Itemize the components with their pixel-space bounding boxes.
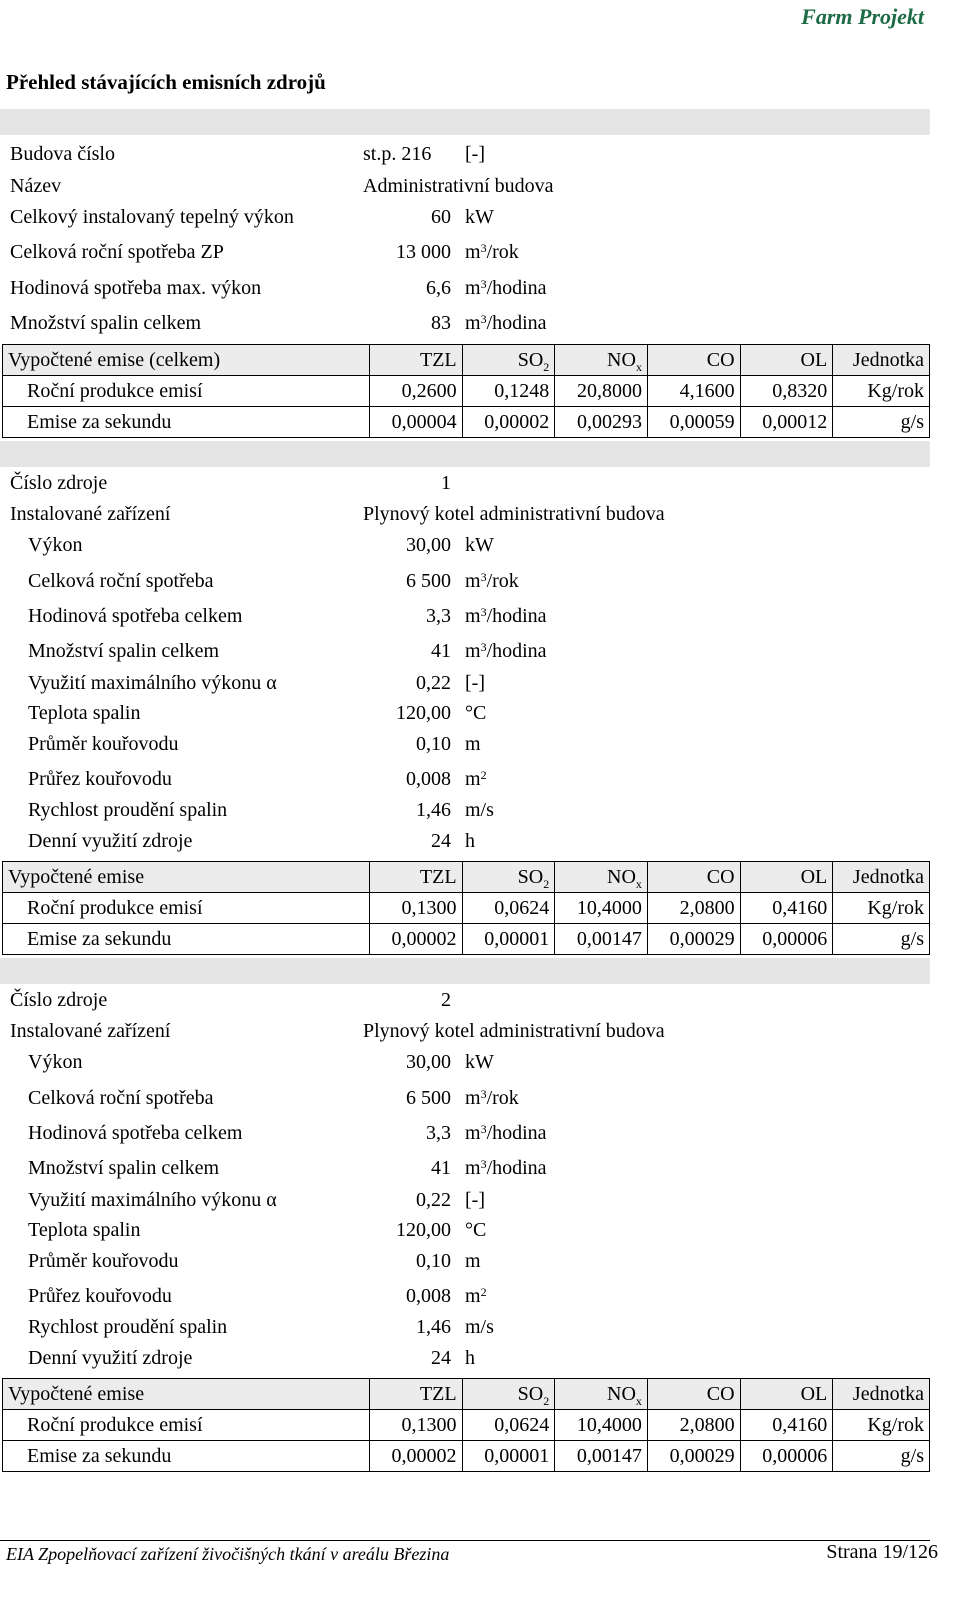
hourly-consumption-unit: $m^3$/hodina xyxy=(465,277,547,299)
param-row xyxy=(0,1343,930,1373)
param-row xyxy=(0,636,930,666)
annual-co: 2,0800 xyxy=(647,1410,740,1441)
param-row xyxy=(0,1281,930,1311)
param-value: 120,00 xyxy=(396,1219,451,1241)
emission-table-total xyxy=(2,344,930,438)
param-value: 120,00 xyxy=(396,702,451,724)
emission-table-source-1 xyxy=(2,861,930,955)
param-value: 0,22 xyxy=(416,672,451,694)
param-unit: m/s xyxy=(465,799,494,821)
param-value: 30,00 xyxy=(406,1051,451,1073)
page-title: Přehled stávajících emisních zdrojů xyxy=(6,70,326,94)
per-second-label: Emise za sekundu xyxy=(3,924,370,955)
installed-output-label: Celkový instalovaný tepelný výkon xyxy=(10,206,294,228)
param-value: 41 xyxy=(431,640,451,662)
annual-nox: 20,8000 xyxy=(555,376,648,407)
flue-gas-value: 83 xyxy=(431,312,451,334)
param-unit: m xyxy=(465,1250,481,1272)
building-number-row xyxy=(0,139,930,169)
annual-so2: 0,1248 xyxy=(462,376,555,407)
emission-header-label: Vypočtené emise (celkem) xyxy=(3,345,370,376)
param-value: 24 xyxy=(431,830,451,852)
param-label: Výkon xyxy=(28,1051,83,1073)
installed-output-value: 60 xyxy=(431,206,451,228)
param-label: Využití maximálního výkonu α xyxy=(28,672,277,694)
param-label: Průměr kouřovodu xyxy=(28,733,179,755)
param-unit: kW xyxy=(465,1051,494,1073)
param-row xyxy=(0,1312,930,1342)
param-row xyxy=(0,729,930,759)
emission-table-source-2 xyxy=(2,1378,930,1472)
annual-emission-row xyxy=(3,893,930,924)
annual-emission-label: Roční produkce emisí xyxy=(3,376,370,407)
section-separator xyxy=(0,109,930,135)
footer-page-number: Strana 19/126 xyxy=(826,1541,938,1563)
annual-gas-value: 13 000 xyxy=(396,241,451,263)
param-row xyxy=(0,566,930,596)
source-number-value: 2 xyxy=(441,989,451,1011)
param-unit: $m^2$ xyxy=(465,1285,487,1307)
param-row xyxy=(0,1153,930,1183)
per-second-ol: 0,00006 xyxy=(740,1441,833,1472)
per-second-emission-row xyxy=(3,924,930,955)
col-co: CO xyxy=(647,1379,740,1410)
param-label: Teplota spalin xyxy=(28,702,141,724)
per-second-so2: 0,00001 xyxy=(462,924,555,955)
annual-emission-row xyxy=(3,376,930,407)
footer-rule xyxy=(0,1540,930,1541)
building-number-value: st.p. 216 xyxy=(363,143,432,165)
param-value: 0,10 xyxy=(416,1250,451,1272)
param-value: 6 500 xyxy=(406,570,451,592)
param-row xyxy=(0,1083,930,1113)
col-unit: Jednotka xyxy=(833,345,930,376)
annual-so2: 0,0624 xyxy=(462,1410,555,1441)
hourly-consumption-row xyxy=(0,273,930,303)
annual-unit: Kg/rok xyxy=(833,893,930,924)
per-second-emission-row xyxy=(3,1441,930,1472)
per-second-co: 0,00029 xyxy=(647,1441,740,1472)
col-tzl: TZL xyxy=(369,1379,462,1410)
per-second-so2: 0,00002 xyxy=(462,407,555,438)
param-value: 3,3 xyxy=(426,605,451,627)
param-value: 30,00 xyxy=(406,534,451,556)
annual-gas-row xyxy=(0,237,930,267)
param-value: 1,46 xyxy=(416,799,451,821)
installed-output-unit: kW xyxy=(465,206,494,228)
hourly-consumption-label: Hodinová spotřeba max. výkon xyxy=(10,277,262,299)
param-label: Hodinová spotřeba celkem xyxy=(28,1122,243,1144)
param-value: 0,008 xyxy=(406,768,451,790)
param-value: 0,10 xyxy=(416,733,451,755)
col-tzl: TZL xyxy=(370,345,463,376)
emission-header-row xyxy=(3,345,930,376)
param-label: Průměr kouřovodu xyxy=(28,1250,179,1272)
col-co: CO xyxy=(647,345,740,376)
per-second-ol: 0,00006 xyxy=(740,924,833,955)
param-unit: m/s xyxy=(465,1316,494,1338)
col-nox: $NO_x$ xyxy=(555,862,648,893)
device-value: Plynový kotel administrativní budova xyxy=(363,503,665,525)
device-row xyxy=(0,1016,930,1046)
annual-nox: 10,4000 xyxy=(555,1410,648,1441)
param-unit: [-] xyxy=(465,672,485,694)
col-tzl: TZL xyxy=(369,862,462,893)
col-so2: $SO_2$ xyxy=(462,345,555,376)
footer-document-title: EIA Zpopelňovací zařízení živočišných tkání v areálu Březina xyxy=(6,1544,450,1564)
param-label: Celková roční spotřeba xyxy=(28,570,214,592)
param-value: 6 500 xyxy=(406,1087,451,1109)
emission-header-row xyxy=(3,1379,930,1410)
annual-emission-row xyxy=(3,1410,930,1441)
flue-gas-unit: $m^3$/hodina xyxy=(465,312,547,334)
per-second-nox: 0,00293 xyxy=(555,407,648,438)
per-second-label: Emise za sekundu xyxy=(3,1441,370,1472)
param-row xyxy=(0,1246,930,1276)
param-label: Průřez kouřovodu xyxy=(28,1285,172,1307)
annual-gas-unit: $m^3$/rok xyxy=(465,241,519,263)
param-label: Množství spalin celkem xyxy=(28,640,220,662)
param-unit: [-] xyxy=(465,1189,485,1211)
annual-co: 4,1600 xyxy=(647,376,740,407)
param-unit: °C xyxy=(465,702,487,724)
col-so2: $SO_2$ xyxy=(462,1379,555,1410)
param-row xyxy=(0,1047,930,1077)
annual-co: 2,0800 xyxy=(647,893,740,924)
annual-emission-label: Roční produkce emisí xyxy=(3,1410,370,1441)
col-ol: OL xyxy=(740,862,833,893)
param-unit: $m^3$/hodina xyxy=(465,1122,547,1144)
param-value: 3,3 xyxy=(426,1122,451,1144)
annual-nox: 10,4000 xyxy=(555,893,648,924)
source-number-label: Číslo zdroje xyxy=(10,472,108,494)
param-row xyxy=(0,530,930,560)
param-row xyxy=(0,1215,930,1245)
param-value: 0,008 xyxy=(406,1285,451,1307)
param-unit: $m^3$/hodina xyxy=(465,1157,547,1179)
per-second-tzl: 0,00004 xyxy=(370,407,463,438)
param-label: Využití maximálního výkonu α xyxy=(28,1189,277,1211)
param-row xyxy=(0,601,930,631)
per-second-unit: g/s xyxy=(833,1441,930,1472)
param-row xyxy=(0,668,930,698)
param-label: Teplota spalin xyxy=(28,1219,141,1241)
param-row xyxy=(0,1185,930,1215)
device-label: Instalované zařízení xyxy=(10,1020,171,1042)
param-row xyxy=(0,1118,930,1148)
emission-header-row xyxy=(3,862,930,893)
per-second-so2: 0,00001 xyxy=(462,1441,555,1472)
building-number-unit: [-] xyxy=(465,143,485,165)
col-nox: $NO_x$ xyxy=(555,1379,648,1410)
source-number-value: 1 xyxy=(441,472,451,494)
annual-ol: 0,4160 xyxy=(740,893,833,924)
param-row xyxy=(0,698,930,728)
param-label: Rychlost proudění spalin xyxy=(28,1316,228,1338)
installed-output-row xyxy=(0,202,930,232)
param-label: Výkon xyxy=(28,534,83,556)
section-separator xyxy=(0,958,930,984)
annual-emission-label: Roční produkce emisí xyxy=(3,893,370,924)
param-value: 41 xyxy=(431,1157,451,1179)
annual-ol: 0,8320 xyxy=(740,376,833,407)
annual-so2: 0,0624 xyxy=(462,893,555,924)
param-row xyxy=(0,826,930,856)
annual-tzl: 0,1300 xyxy=(369,1410,462,1441)
flue-gas-label: Množství spalin celkem xyxy=(10,312,202,334)
annual-gas-label: Celková roční spotřeba ZP xyxy=(10,241,224,263)
hourly-consumption-value: 6,6 xyxy=(426,277,451,299)
per-second-tzl: 0,00002 xyxy=(369,924,462,955)
flue-gas-row xyxy=(0,308,930,338)
section-separator xyxy=(0,441,930,467)
annual-tzl: 0,1300 xyxy=(369,893,462,924)
col-nox: $NO_x$ xyxy=(555,345,648,376)
param-value: 0,22 xyxy=(416,1189,451,1211)
param-unit: $m^3$/rok xyxy=(465,1087,519,1109)
col-co: CO xyxy=(647,862,740,893)
source-number-row xyxy=(0,468,930,498)
param-value: 1,46 xyxy=(416,1316,451,1338)
param-unit: $m^3$/hodina xyxy=(465,640,547,662)
annual-ol: 0,4160 xyxy=(740,1410,833,1441)
device-value: Plynový kotel administrativní budova xyxy=(363,1020,665,1042)
param-label: Rychlost proudění spalin xyxy=(28,799,228,821)
emission-header-label: Vypočtené emise xyxy=(3,862,370,893)
col-unit: Jednotka xyxy=(833,862,930,893)
param-unit: °C xyxy=(465,1219,487,1241)
col-so2: $SO_2$ xyxy=(462,862,555,893)
per-second-tzl: 0,00002 xyxy=(369,1441,462,1472)
annual-unit: Kg/rok xyxy=(833,1410,930,1441)
building-name-row xyxy=(0,171,930,201)
per-second-unit: g/s xyxy=(833,924,930,955)
device-row xyxy=(0,499,930,529)
per-second-nox: 0,00147 xyxy=(555,924,648,955)
param-unit: $m^2$ xyxy=(465,768,487,790)
param-unit: m xyxy=(465,733,481,755)
annual-tzl: 0,2600 xyxy=(370,376,463,407)
param-label: Hodinová spotřeba celkem xyxy=(28,605,243,627)
param-label: Množství spalin celkem xyxy=(28,1157,220,1179)
param-label: Denní využití zdroje xyxy=(28,830,193,852)
source-number-row xyxy=(0,985,930,1015)
device-label: Instalované zařízení xyxy=(10,503,171,525)
param-unit: $m^3$/hodina xyxy=(465,605,547,627)
per-second-nox: 0,00147 xyxy=(555,1441,648,1472)
param-unit: kW xyxy=(465,534,494,556)
brand-header: Farm Projekt xyxy=(801,4,924,29)
annual-unit: Kg/rok xyxy=(833,376,930,407)
param-row xyxy=(0,795,930,825)
building-number-label: Budova číslo xyxy=(10,143,115,165)
per-second-co: 0,00059 xyxy=(647,407,740,438)
param-value: 24 xyxy=(431,1347,451,1369)
param-label: Průřez kouřovodu xyxy=(28,768,172,790)
param-label: Celková roční spotřeba xyxy=(28,1087,214,1109)
source-number-label: Číslo zdroje xyxy=(10,989,108,1011)
emission-header-label: Vypočtené emise xyxy=(3,1379,370,1410)
per-second-co: 0,00029 xyxy=(647,924,740,955)
col-ol: OL xyxy=(740,1379,833,1410)
col-ol: OL xyxy=(740,345,833,376)
param-row xyxy=(0,764,930,794)
per-second-unit: g/s xyxy=(833,407,930,438)
per-second-ol: 0,00012 xyxy=(740,407,833,438)
param-unit: h xyxy=(465,830,475,852)
building-name-value: Administrativní budova xyxy=(363,175,554,197)
per-second-label: Emise za sekundu xyxy=(3,407,370,438)
param-unit: $m^3$/rok xyxy=(465,570,519,592)
param-unit: h xyxy=(465,1347,475,1369)
param-label: Denní využití zdroje xyxy=(28,1347,193,1369)
building-name-label: Název xyxy=(10,175,62,197)
per-second-emission-row xyxy=(3,407,930,438)
col-unit: Jednotka xyxy=(833,1379,930,1410)
